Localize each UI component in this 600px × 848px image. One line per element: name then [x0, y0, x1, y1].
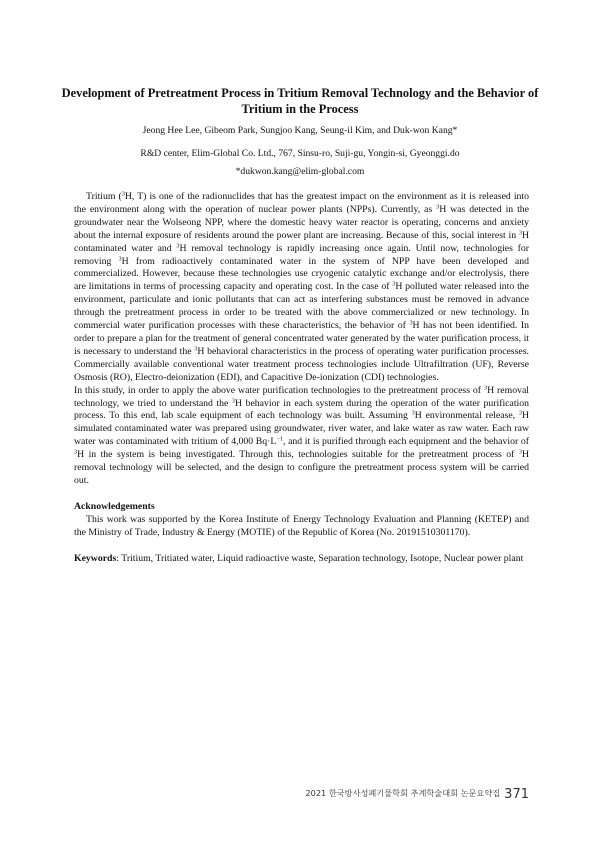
acknowledgements-heading: Acknowledgements — [74, 500, 155, 512]
page-number: 371 — [504, 787, 529, 802]
conference-name: 2021 한국방사성폐기물학회 추계학술대회 논문요약집 — [305, 788, 501, 798]
keywords-text: : Tritium, Tritiated water, Liquid radioactive waste, Separation technology, Isotope, Nuclear power plant — [116, 552, 524, 564]
page-footer — [305, 787, 529, 802]
paper-title: Development of Pretreatment Process in Tritium Removal Technology and the Behavior of Tritium in the Process — [61, 86, 539, 116]
author-list: Jeong Hee Lee, Gibeom Park, Sungjoo Kang, Seung-il Kim, and Duk-won Kang* — [142, 125, 458, 136]
abstract-paragraph-1: Tritium ($^3$H, T) is one of the radionuclides that has the greatest impact on the environment as it is released into the environment along with the operation of nuclear power plants (NPPs). Currently, as $^3$H was detected in the groundwater near the Wolseong NPP, where the domestic heavy water reactor is operating, concerns and anxiety about the internal exposure of residents around the power plant are increasing. Because of this, social interest in $^3$H contaminated water and $^3$H removal technology is rapidly increasing once again. Until now, technologies for removing $^3$H from radioactively contaminated water in the system of NPP have been developed and commercialized. However, because these technologies use cryogenic catalytic exchange and/or electrolysis, there are limitations in terms of processing capacity and operating cost. In the case of $^3$H polluted water released into the environment, particulate and ionic pollutants that can act as interfering substances must be removed in advance through the pretreatment process in order to be treated with the above commercialized or new technology. In commercial water purification processes with these characteristics, the behavior of $^3$H has not been identified. In order to prepare a plan for the treatment of general concentrated water generated by the water purification process, it is necessary to understand the $^3$H behavioral characteristics in the process of operating water purification processes. Commercially available conventional water treatment process technologies include Ultrafiltration (UF), Reverse Osmosis (RO), Electro-deionization (EDI), and Capacitive De-ionization (CDI) technologies. — [74, 190, 529, 383]
abstract-paragraph-2: In this study, in order to apply the above water purification technologies to the pretreatment process of $^3$H removal technology, we tried to understand the $^3$H behavior in each system during the operation of the water purification process. To this end, lab scale equipment of each technology was built. Assuming $^3$H environmental release, $^3$H simulated contaminated water was prepared using groundwater, river water, and lake water as raw water. Each raw water was contaminated with tritium of 4,000 $Bq\cdot L^{-1}$, and it is purified through each equipment and the behavior of $^3$H in the system is being investigated. Through this, technologies suitable for the pretreatment process of $^3$H removal technology will be selected, and the design to configure the pretreatment process system will be carried out. — [74, 384, 529, 486]
abstract-body — [74, 191, 529, 565]
keywords — [74, 553, 529, 566]
acknowledgements-text: This work was supported by the Korea Institute of Energy Technology Evaluation and Planning (KETEP) and the Ministry of Trade, Industry & Energy (MOTIE) of the Republic of Korea (No. 20191510301170). — [74, 513, 529, 538]
keywords-label: Keywords — [74, 552, 117, 564]
affiliation: R&D center, Elim-Global Co. Ltd., 767, Sinsu-ro, Suji-gu, Yongin-si, Gyeonggi.do — [140, 148, 460, 159]
corresponding-email: *dukwon.kang@elim-global.com — [235, 166, 365, 177]
